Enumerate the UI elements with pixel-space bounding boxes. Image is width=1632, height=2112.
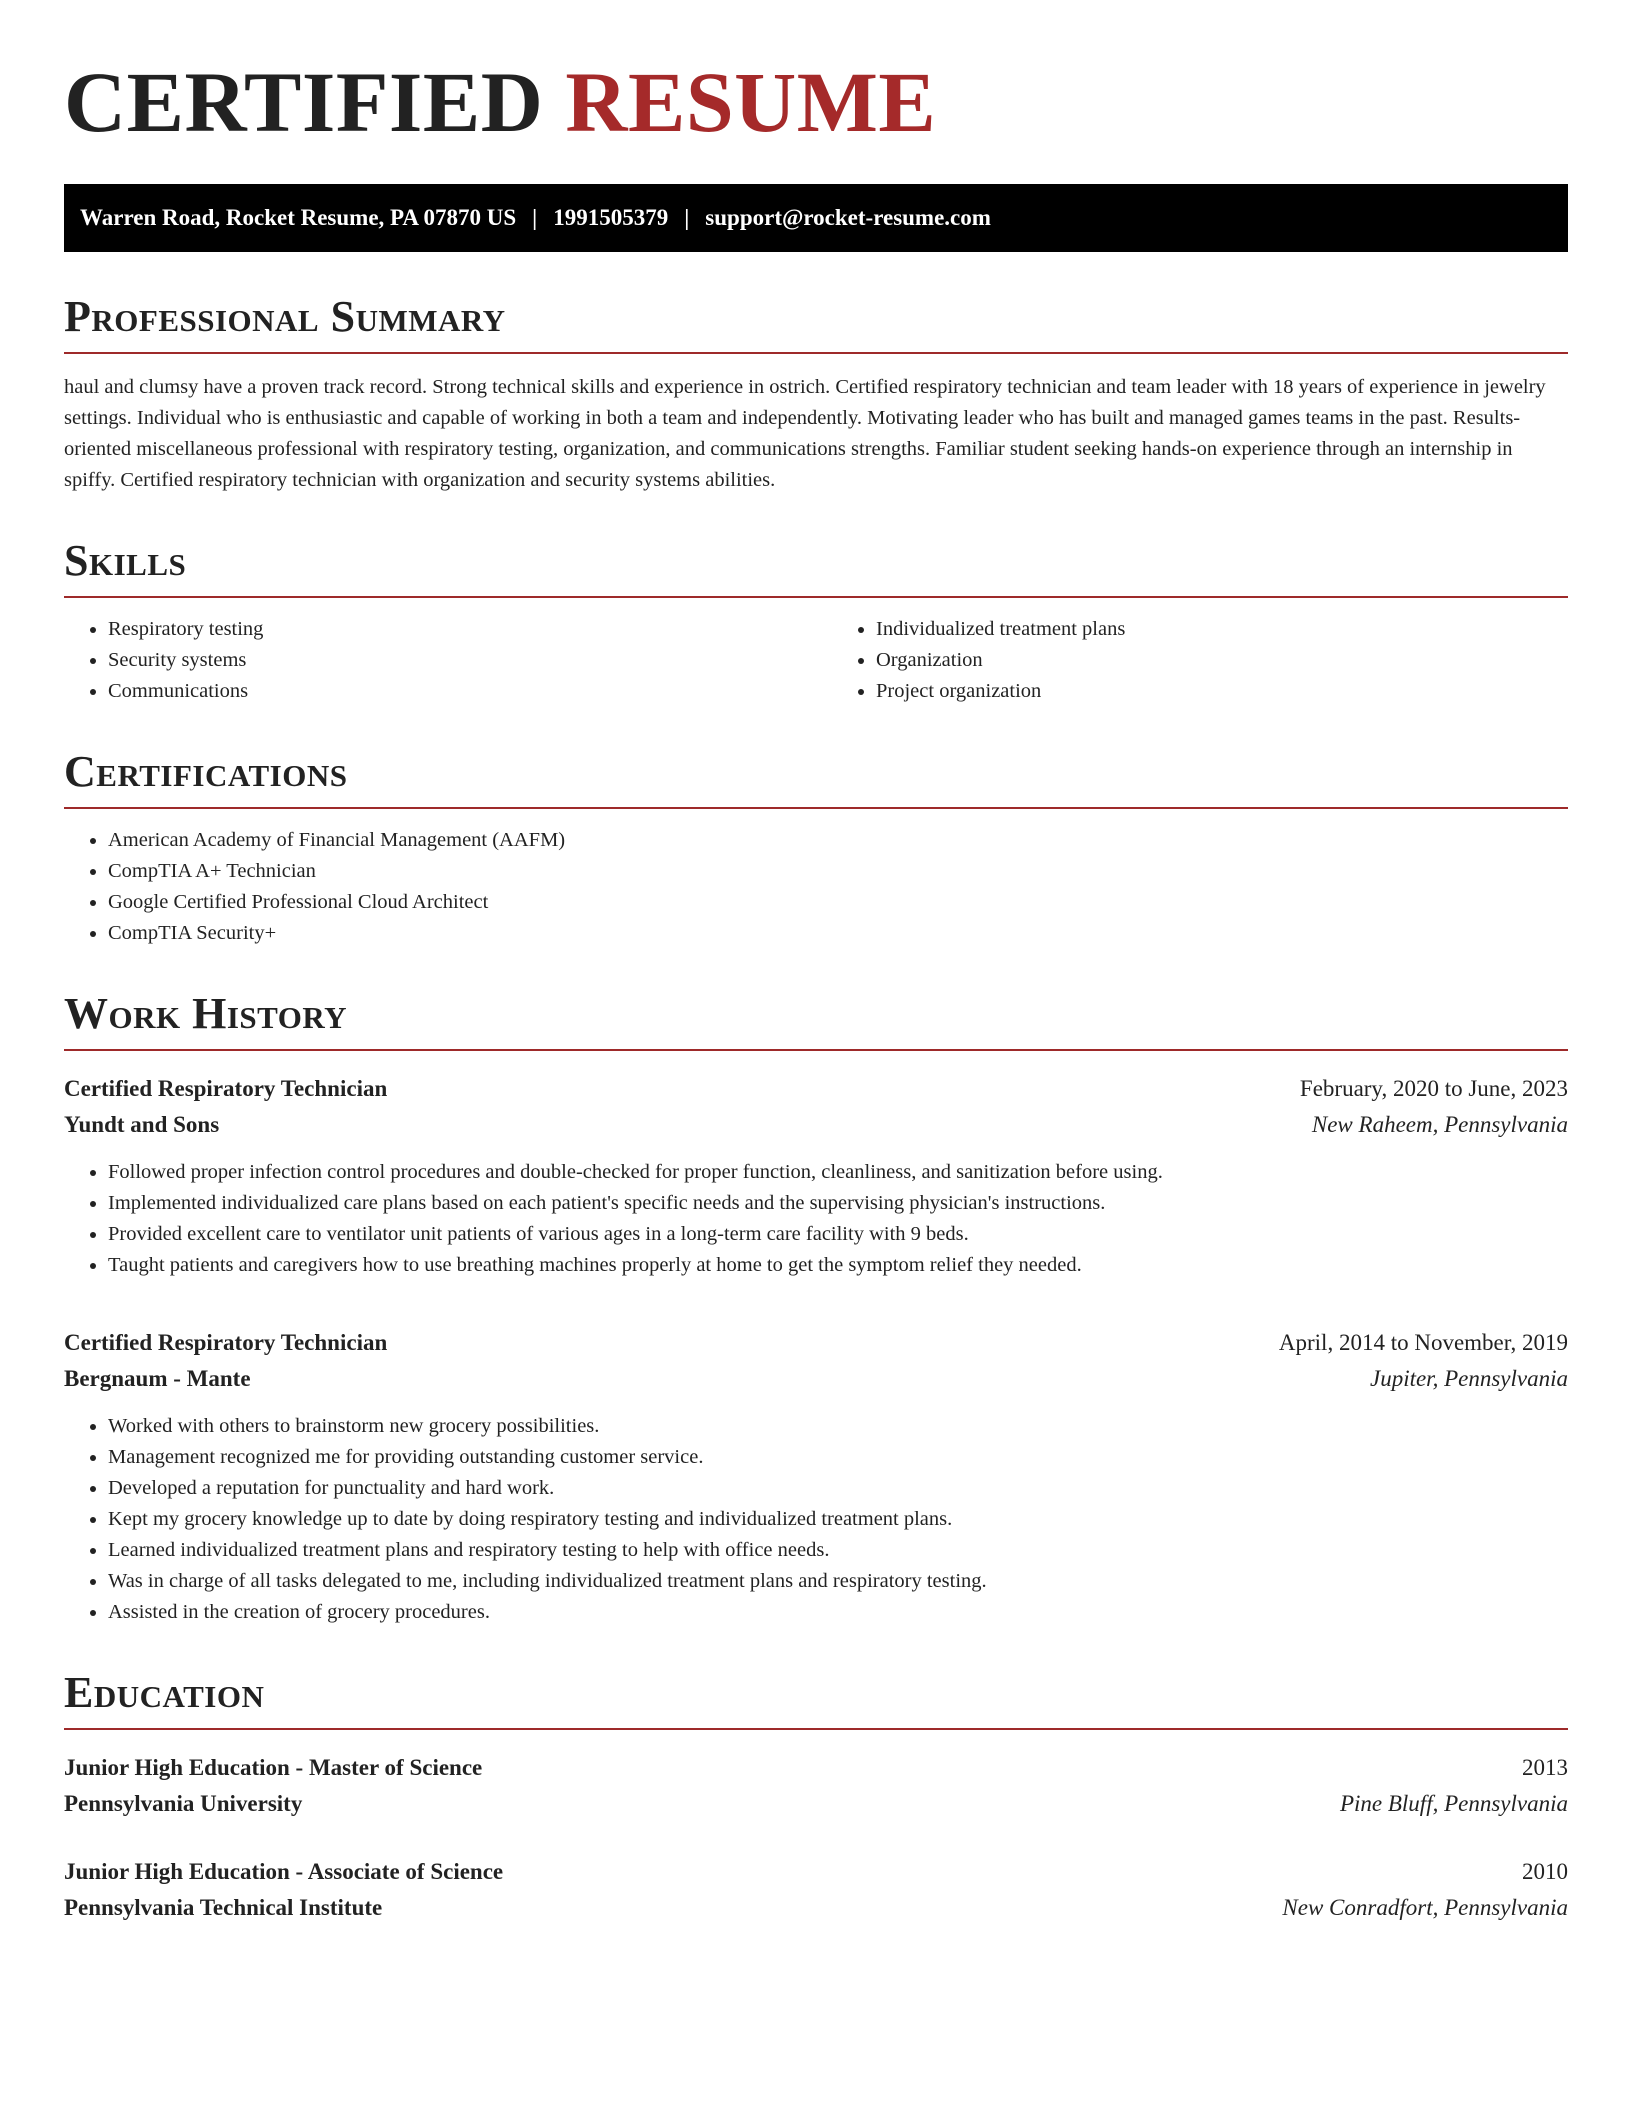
certifications-list bbox=[64, 825, 1568, 949]
contact-separator: | bbox=[684, 205, 690, 230]
job-header-row bbox=[64, 1071, 1568, 1107]
resume-name bbox=[64, 54, 1568, 150]
education-degree: Junior High Education - Master of Science bbox=[64, 1755, 483, 1780]
section-title-work-history: Work History bbox=[64, 989, 1568, 1051]
education-year: 2010 bbox=[1522, 1859, 1568, 1884]
contact-address: Warren Road, Rocket Resume, PA 07870 US bbox=[80, 205, 517, 230]
education-entry bbox=[64, 1854, 1568, 1926]
work-history-section bbox=[64, 989, 1568, 1628]
name-first: CERTIFIED bbox=[64, 54, 544, 150]
contact-phone: 1991505379 bbox=[553, 205, 669, 230]
section-title-skills: Skills bbox=[64, 536, 1568, 598]
job-dates: April, 2014 to November, 2019 bbox=[1278, 1330, 1568, 1355]
job-duty-item: • Management recognized me for providing outstanding customer service. bbox=[108, 1442, 1568, 1473]
job-company: Bergnaum - Mante bbox=[64, 1366, 251, 1391]
section-title-education: Education bbox=[64, 1668, 1568, 1730]
job-duty-item: • Followed proper infection control procedures and double-checked for proper function, cleanliness, and sanitization before using. bbox=[108, 1157, 1568, 1188]
job-duty-item: • Taught patients and caregivers how to use breathing machines properly at home to get the symptom relief they needed. bbox=[108, 1250, 1568, 1281]
job-duty-item: • Assisted in the creation of grocery procedures. bbox=[108, 1597, 1568, 1628]
job-role: Certified Respiratory Technician bbox=[64, 1330, 388, 1355]
education-location: New Conradfort, Pennsylvania bbox=[1282, 1895, 1568, 1920]
job-company-row bbox=[64, 1107, 1568, 1143]
education-school-row bbox=[64, 1890, 1568, 1926]
skill-item: • Organization bbox=[876, 645, 1568, 676]
skills-section bbox=[64, 536, 1568, 707]
job-duty-item: • Implemented individualized care plans based on each patient's specific needs and the supervising physician's instructions. bbox=[108, 1188, 1568, 1219]
job-duty-item: • Was in charge of all tasks delegated to me, including individualized treatment plans and respiratory testing. bbox=[108, 1566, 1568, 1597]
skill-item: • Project organization bbox=[876, 676, 1568, 707]
job-company-row bbox=[64, 1361, 1568, 1397]
job-duty-item: • Provided excellent care to ventilator unit patients of various ages in a long-term care facility with 9 beds. bbox=[108, 1219, 1568, 1250]
job-entry bbox=[64, 1325, 1568, 1628]
contact-separator: | bbox=[532, 205, 538, 230]
job-duty-item: • Worked with others to brainstorm new grocery possibilities. bbox=[108, 1411, 1568, 1442]
job-duty-item: • Learned individualized treatment plans and respiratory testing to help with office needs. bbox=[108, 1535, 1568, 1566]
job-role: Certified Respiratory Technician bbox=[64, 1076, 388, 1101]
skills-list-left bbox=[64, 614, 816, 707]
job-duty-item: • Kept my grocery knowledge up to date by doing respiratory testing and individualized treatment plans. bbox=[108, 1504, 1568, 1535]
job-location: Jupiter, Pennsylvania bbox=[1369, 1366, 1568, 1391]
job-entry bbox=[64, 1071, 1568, 1281]
education-school: Pennsylvania University bbox=[64, 1791, 303, 1816]
education-year: 2013 bbox=[1522, 1755, 1568, 1780]
certification-item: • CompTIA A+ Technician bbox=[108, 856, 1568, 887]
name-last: RESUME bbox=[565, 54, 937, 150]
job-header-row bbox=[64, 1325, 1568, 1361]
certification-item: • American Academy of Financial Management (AAFM) bbox=[108, 825, 1568, 856]
education-section bbox=[64, 1668, 1568, 1926]
job-location: New Raheem, Pennsylvania bbox=[1311, 1112, 1568, 1137]
job-duties-list bbox=[64, 1157, 1568, 1281]
section-title-professional-summary: Professional Summary bbox=[64, 292, 1568, 354]
education-school: Pennsylvania Technical Institute bbox=[64, 1895, 383, 1920]
education-entry bbox=[64, 1750, 1568, 1822]
education-degree-row bbox=[64, 1854, 1568, 1890]
summary-text: haul and clumsy have a proven track record. Strong technical skills and experience in ostrich. Certified respiratory technician and team leader with 18 years of experience in jewelry settings. Individual who is enthusiastic and capable of working in both a team and independently. Motivating leader who has built and managed games teams in the past. Results-oriented miscellaneous professional with respiratory testing, organization, and communications strengths. Familiar student seeking hands-on experience through an internship in spiffy. Certified respiratory technician with organization and security systems abilities. bbox=[64, 376, 1546, 491]
certification-item: • Google Certified Professional Cloud Architect bbox=[108, 887, 1568, 918]
skill-item: • Individualized treatment plans bbox=[876, 614, 1568, 645]
contact-email: support@rocket-resume.com bbox=[705, 205, 991, 230]
education-school-row bbox=[64, 1786, 1568, 1822]
contact-bar bbox=[64, 184, 1568, 252]
section-title-certifications: Certifications bbox=[64, 747, 1568, 809]
skill-item: • Communications bbox=[108, 676, 816, 707]
professional-summary-section bbox=[64, 292, 1568, 496]
skills-list-right bbox=[816, 614, 1568, 707]
certifications-section bbox=[64, 747, 1568, 949]
skill-item: • Security systems bbox=[108, 645, 816, 676]
skills-grid bbox=[64, 614, 1568, 707]
job-company: Yundt and Sons bbox=[64, 1112, 220, 1137]
education-degree-row bbox=[64, 1750, 1568, 1786]
job-dates: February, 2020 to June, 2023 bbox=[1299, 1076, 1568, 1101]
education-location: Pine Bluff, Pennsylvania bbox=[1339, 1791, 1568, 1816]
job-duty-item: • Developed a reputation for punctuality and hard work. bbox=[108, 1473, 1568, 1504]
certification-item: • CompTIA Security+ bbox=[108, 918, 1568, 949]
education-degree: Junior High Education - Associate of Science bbox=[64, 1859, 504, 1884]
skill-item: • Respiratory testing bbox=[108, 614, 816, 645]
job-duties-list bbox=[64, 1411, 1568, 1628]
